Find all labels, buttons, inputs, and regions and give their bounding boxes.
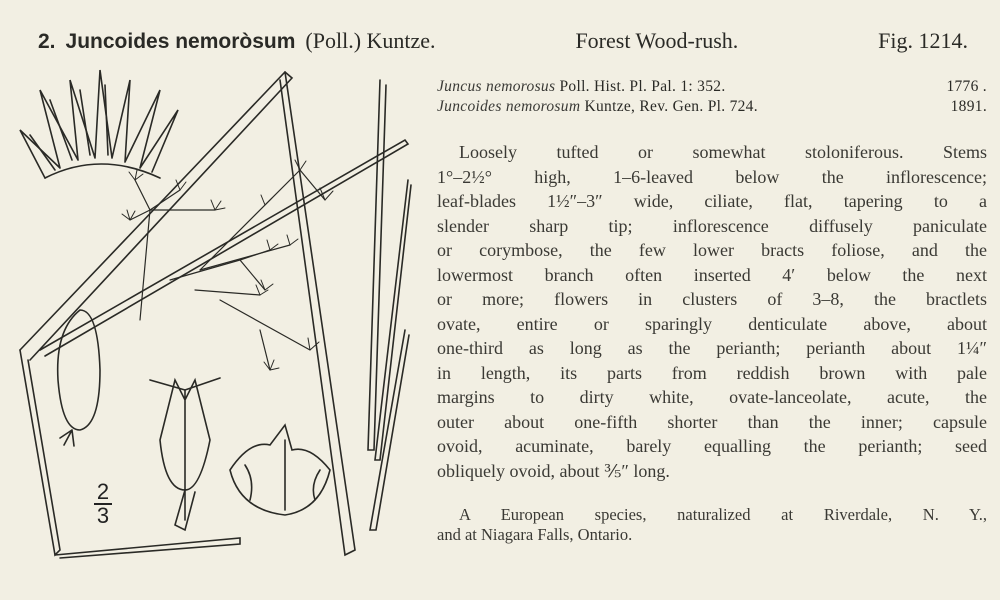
distribution-line: and at Niagara Falls, Ontario.	[437, 525, 633, 544]
species-number: 2.	[38, 30, 56, 53]
synonym-name: Juncus nemorosus	[437, 78, 556, 95]
distribution-line: A European species, naturalized at Riverdale, N. Y.,	[459, 505, 987, 524]
species-authority: (Poll.) Kuntze.	[305, 28, 436, 53]
common-name: Forest Wood-rush.	[575, 28, 739, 53]
description-line: lowermost branch often inserted 4′ below the next	[437, 264, 987, 285]
botanical-illustration	[0, 60, 430, 570]
synonym-citation: Kuntze, Rev. Gen. Pl. 724.	[584, 98, 758, 115]
scale-numerator: 2	[96, 479, 110, 504]
description	[437, 140, 987, 483]
description-line: one-third as long as the perianth; perianth about 1¼″	[437, 338, 987, 358]
distribution	[437, 505, 987, 545]
description-line: or more; flowers in clusters of 3–8, the bractlets	[437, 289, 987, 309]
figure-number: Fig. 1214.	[878, 28, 968, 53]
flower-fan-drawing	[20, 70, 178, 178]
capsule-drawing	[230, 425, 330, 515]
description-line: slender sharp tip; inflorescence diffusely paniculate	[437, 215, 987, 236]
leaf-blades-drawing	[20, 72, 411, 558]
synonym-name: Juncoides nemorosum	[437, 98, 581, 115]
synonym-line	[437, 98, 987, 116]
description-line: obliquely ovoid, about ⅗″ long.	[437, 460, 670, 481]
synonym-citation: Poll. Hist. Pl. Pal. 1: 352.	[559, 78, 726, 95]
description-line: or corymbose, the few lower bracts foliose, and the	[437, 240, 987, 260]
description-line: ovoid, acuminate, barely equalling the perianth; seed	[437, 436, 987, 456]
inflorescence-drawing	[122, 160, 333, 370]
scale-denominator: 3	[96, 503, 110, 528]
description-line: ovate, entire or sparingly denticulate above, about	[437, 313, 987, 334]
description-line: outer about one-fifth shorter than the inner; capsule	[437, 411, 987, 432]
description-line: 1°–2½° high, 1–6-leaved below the inflorescence;	[437, 166, 987, 187]
description-line: leaf-blades 1½″–3″ wide, ciliate, flat, tapering to a	[437, 191, 987, 211]
synonym-line	[437, 78, 987, 96]
description-line: in length, its parts from reddish brown with pale	[437, 362, 987, 383]
description-line: Loosely tufted or somewhat stoloniferous. Stems	[459, 142, 987, 162]
scale-fraction	[94, 479, 112, 528]
synonym-year: 1891.	[950, 98, 987, 115]
description-line: margins to dirty white, ovate-lanceolate, acute, the	[437, 387, 987, 407]
species-name: Juncoides nemoròsum	[65, 30, 296, 53]
species-heading	[38, 28, 968, 54]
seed-drawing	[58, 310, 100, 446]
synonym-year: 1776 .	[946, 78, 987, 95]
flower-drawing	[150, 378, 220, 530]
